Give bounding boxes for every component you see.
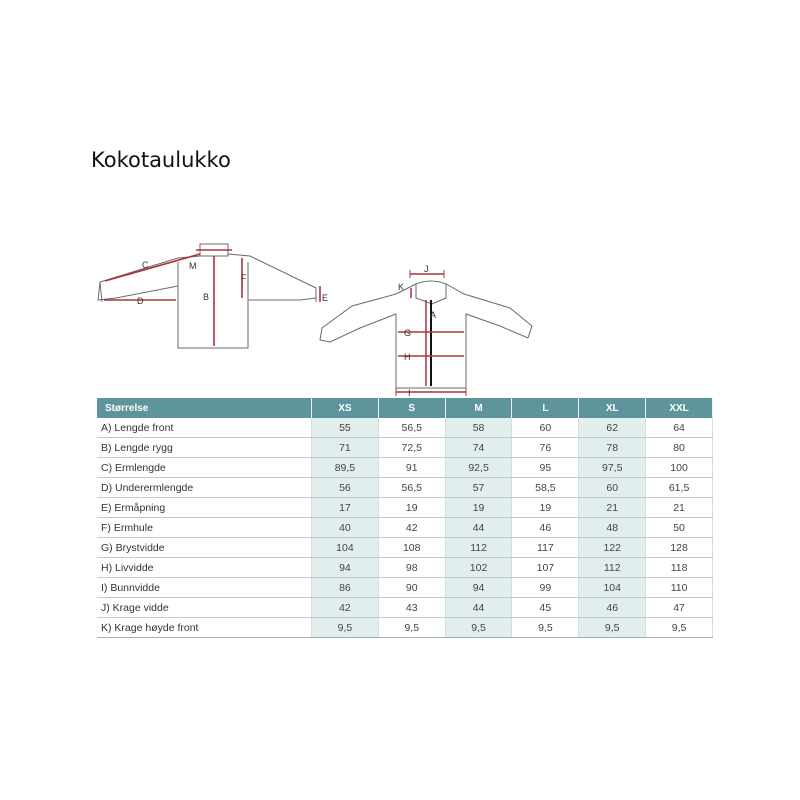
table-cell: 92,5 (445, 458, 512, 478)
table-cell: 19 (512, 498, 579, 518)
table-cell: 56,5 (378, 478, 445, 498)
table-row (97, 498, 713, 518)
table-cell: 108 (378, 538, 445, 558)
row-label: E) Ermåpning (97, 498, 312, 518)
table-cell: 112 (579, 558, 646, 578)
table-cell: 9,5 (312, 618, 379, 638)
table-cell: 110 (646, 578, 713, 598)
table-cell: 76 (512, 438, 579, 458)
label-e: E (322, 293, 329, 303)
row-label: H) Livvidde (97, 558, 312, 578)
table-cell: 86 (312, 578, 379, 598)
table-cell: 48 (579, 518, 646, 538)
table-cell: 60 (579, 478, 646, 498)
table-cell: 128 (646, 538, 713, 558)
table-cell: 122 (579, 538, 646, 558)
table-cell: 57 (445, 478, 512, 498)
table-cell: 42 (378, 518, 445, 538)
table-cell: 107 (512, 558, 579, 578)
table-cell: 9,5 (445, 618, 512, 638)
size-col-l: L (512, 398, 579, 418)
table-cell: 9,5 (378, 618, 445, 638)
table-cell: 56,5 (378, 418, 445, 438)
table-cell: 72,5 (378, 438, 445, 458)
row-label: I) Bunnvidde (97, 578, 312, 598)
label-g: G (404, 328, 412, 338)
table-cell: 112 (445, 538, 512, 558)
table-cell: 97,5 (579, 458, 646, 478)
table-cell: 19 (445, 498, 512, 518)
table-cell: 21 (579, 498, 646, 518)
row-label: K) Krage høyde front (97, 618, 312, 638)
row-label: A) Lengde front (97, 418, 312, 438)
table-cell: 80 (646, 438, 713, 458)
size-col-xxl: XXL (646, 398, 713, 418)
label-d: D (137, 296, 144, 306)
table-cell: 58 (445, 418, 512, 438)
label-f: F (241, 273, 247, 283)
table-cell: 95 (512, 458, 579, 478)
size-table-header (97, 398, 713, 418)
table-cell: 47 (646, 598, 713, 618)
table-cell: 58,5 (512, 478, 579, 498)
label-m: M (189, 261, 197, 271)
size-col-s: S (378, 398, 445, 418)
row-label: F) Ermhule (97, 518, 312, 538)
table-row (97, 438, 713, 458)
table-cell: 102 (445, 558, 512, 578)
table-cell: 100 (646, 458, 713, 478)
table-cell: 9,5 (646, 618, 713, 638)
table-row (97, 598, 713, 618)
size-header-label: Størrelse (97, 398, 312, 418)
table-cell: 104 (579, 578, 646, 598)
table-cell: 46 (512, 518, 579, 538)
table-cell: 90 (378, 578, 445, 598)
table-cell: 94 (445, 578, 512, 598)
table-cell: 74 (445, 438, 512, 458)
label-k: K (398, 282, 405, 292)
label-h: H (404, 352, 411, 362)
table-cell: 21 (646, 498, 713, 518)
size-col-xl: XL (579, 398, 646, 418)
label-i: I (408, 388, 411, 398)
table-cell: 9,5 (579, 618, 646, 638)
table-cell: 50 (646, 518, 713, 538)
table-cell: 64 (646, 418, 713, 438)
table-cell: 104 (312, 538, 379, 558)
table-cell: 55 (312, 418, 379, 438)
row-label: B) Lengde rygg (97, 438, 312, 458)
table-cell: 118 (646, 558, 713, 578)
table-cell: 46 (579, 598, 646, 618)
table-cell: 19 (378, 498, 445, 518)
table-cell: 117 (512, 538, 579, 558)
table-row (97, 478, 713, 498)
table-cell: 99 (512, 578, 579, 598)
label-j: J (424, 264, 429, 274)
size-table (97, 398, 713, 638)
table-row (97, 618, 713, 638)
table-cell: 62 (579, 418, 646, 438)
table-cell: 98 (378, 558, 445, 578)
table-row (97, 518, 713, 538)
table-cell: 17 (312, 498, 379, 518)
table-cell: 44 (445, 598, 512, 618)
table-cell: 71 (312, 438, 379, 458)
table-cell: 44 (445, 518, 512, 538)
table-row (97, 458, 713, 478)
table-cell: 61,5 (646, 478, 713, 498)
size-col-m: M (445, 398, 512, 418)
table-cell: 40 (312, 518, 379, 538)
table-row (97, 558, 713, 578)
row-label: C) Ermlengde (97, 458, 312, 478)
table-cell: 60 (512, 418, 579, 438)
table-cell: 89,5 (312, 458, 379, 478)
table-cell: 94 (312, 558, 379, 578)
size-col-xs: XS (312, 398, 379, 418)
label-a: A (430, 310, 437, 320)
table-cell: 78 (579, 438, 646, 458)
table-cell: 91 (378, 458, 445, 478)
label-b: B (203, 292, 210, 302)
table-cell: 56 (312, 478, 379, 498)
row-label: G) Brystvidde (97, 538, 312, 558)
table-cell: 45 (512, 598, 579, 618)
page-title: Kokotaulukko (91, 148, 231, 172)
table-cell: 9,5 (512, 618, 579, 638)
table-cell: 43 (378, 598, 445, 618)
table-row (97, 418, 713, 438)
table-row (97, 578, 713, 598)
table-cell: 42 (312, 598, 379, 618)
row-label: J) Krage vidde (97, 598, 312, 618)
table-row (97, 538, 713, 558)
label-c: C (142, 260, 149, 270)
row-label: D) Underermlengde (97, 478, 312, 498)
